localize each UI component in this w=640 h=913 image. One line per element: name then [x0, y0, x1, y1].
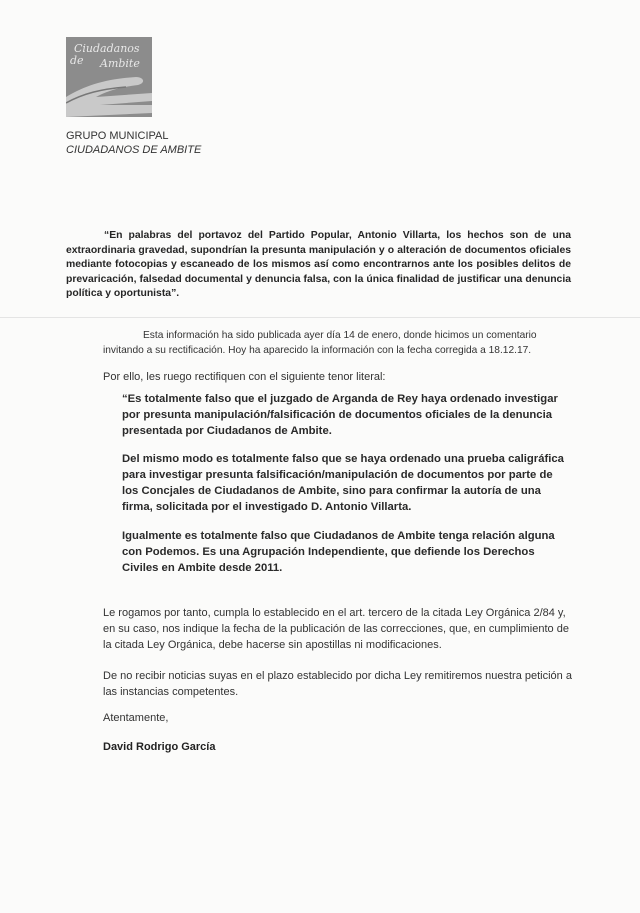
ciudadanos-logo: [66, 37, 152, 117]
hand-icon: [66, 67, 152, 117]
logo-text-line3: Ambite: [100, 57, 140, 70]
literal-paragraph-2: Del mismo modo es totalmente falso que se haya ordenado una prueba caligráfica para investigar presunta falsificación/manipulación de documentos por parte de los Concjales de Ciudadanos de Ambite, sino para confirmar la autoría de una firma, solicitada por el investigado D. Antonio Villarta.: [122, 453, 564, 513]
group-name: CIUDADANOS DE AMBITE: [66, 144, 202, 156]
logo-text-line1: Ciudadanos: [74, 42, 140, 55]
literal-paragraph-3: Igualmente es totalmente falso que Ciudadanos de Ambite tenga relación alguna con Podemos. Es una Agrupación Independiente, que defiende los Derechos Civiles en Ambite desde 2011.: [122, 530, 555, 574]
sender-group: [66, 129, 201, 157]
logo-text-line2: de: [70, 54, 84, 67]
closing-salutation: Atentamente,: [103, 712, 169, 724]
literal-paragraph-1: “Es totalmente falso que el juzgado de Arganda de Rey haya ordenado investigar por presunta manipulación/falsificación de documentos oficiales de la denuncia presentada por Ciudadanos de Ambite.: [122, 393, 558, 437]
warning-paragraph: De no recibir noticias suyas en el plazo establecido por dicha Ley remitiremos nuestra petición a las instancias competentes.: [103, 670, 572, 698]
paper-fold-line: [0, 317, 640, 318]
info-paragraph: Esta información ha sido publicada ayer día 14 de enero, donde hicimos un comentario invitando a su rectificación. Hoy ha aparecido la información con la fecha corregida a 18.12.17.: [103, 330, 537, 356]
request-paragraph: Le rogamos por tanto, cumpla lo establecido en el art. tercero de la citada Ley Orgánica 2/84 y, en su caso, nos indique la fecha de la publicación de las correcciones, que, en cumplimiento de la citada Ley Orgánica, debe hacerse sin apostillas ni modificaciones.: [103, 607, 569, 651]
quoted-statement: “En palabras del portavoz del Partido Popular, Antonio Villarta, los hechos son de una extraordinaria gravedad, supondrían la presunta manipulación y o alteración de documentos oficiales mediante fotocopias y escaneado de los mismos así como encontrarnos ante los posibles delitos de prevaricación, falsedad documental y denuncia falsa, con la única finalidad de justificar una denuncia política y oportunista”.: [66, 230, 571, 299]
signer-name: David Rodrigo García: [103, 741, 216, 753]
request-intro: Por ello, les ruego rectifiquen con el siguiente tenor literal:: [103, 371, 386, 383]
group-municipal-label: GRUPO MUNICIPAL: [66, 130, 169, 142]
